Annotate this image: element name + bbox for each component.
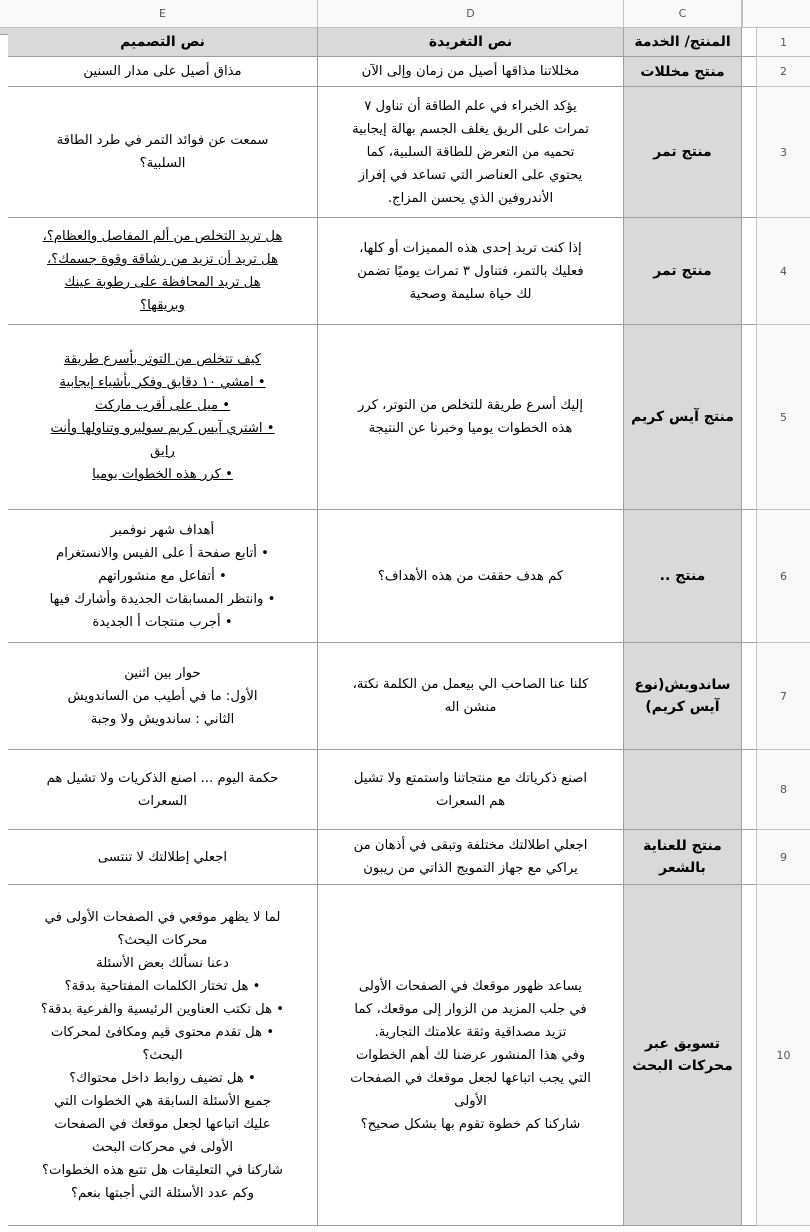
gutter [742,830,756,885]
cell-tweet[interactable] [318,57,624,87]
column-letter: E [159,7,166,20]
cell-text: حوار بين اثنين الأول: ما في أطيب من الساندويش الثاني : ساندويش ولا وجبة [67,665,258,727]
cell-text: ساندويش(نوع آيس كريم) [634,677,731,715]
row-number[interactable] [756,643,810,750]
column-header-e[interactable] [8,0,318,28]
cell-text: كلنا عنا الصاحب الي بيعمل من الكلمة نكتة، منشن اله [352,677,589,715]
cell-design[interactable] [8,510,318,643]
cell-text: يساعد ظهور موقعك في الصفحات الأولى في جلب المزيد من الزوار إلى موقعك، كما تزيد مصداقية وثقة علامتك التجارية. وفي هذا المنشور عرضنا لك أهم الخطوات التي يجب اتباعها لجعل موقعك في الصفحات الأولى شاركنا كم خطوة تقوم بها بشكل صحيح؟ [350,978,591,1132]
cell-product[interactable] [624,643,742,750]
cell-header-tweet[interactable] [318,28,624,57]
row-number-text: 8 [780,783,787,796]
gutter [742,57,756,87]
cell-product[interactable] [624,218,742,325]
cell-text: مخللاتنا مذاقها أصيل من زمان وإلى الآن [361,64,580,79]
cell-text: كيف تتخلص من التوتر بأسرع طريقة • امشي ١٠ دقايق وفكر بأشياء إيجابية • ميل على أقرب ماركت • اشتري آيس كريم سوليرو وتناولها وأنت رايق • كرر هذه الخطوات يوميا [50,352,275,482]
cell-text: تسويق عبر محركات البحث [632,1036,733,1074]
cell-text: حكمة اليوم ... اصنع الذكريات ولا تشيل هم السعرات [46,770,279,809]
cell-tweet[interactable] [318,87,624,218]
row-number[interactable] [756,750,810,830]
cell-text: منتج آيس كريم [631,409,734,425]
cell-text: لما لا يظهر موقعي في الصفحات الأولى في محركات البحث؟ دعنا نسألك بعض الأسئلة • هل تختار الكلمات المفتاحية بدقة؟ • هل تكتب العناوين الرئيسية والفرعية بدقة؟ • هل تقدم محتوى قيم ومكافئ لمحركات البحث؟ • هل تضيف روابط داخل محتواك؟ جميع الأسئلة السابقة هي الخطوات التي عليك اتباعها لجعل موقعك في الصفحات الأولى في محركات البحث شاركنا في التعليقات هل تتبع هذه الخطوات؟ وكم عدد الأسئلة التي أجبتها بنعم؟ [40,909,285,1201]
row-number[interactable] [756,325,810,510]
cell-product[interactable] [624,885,742,1226]
gutter [742,87,756,218]
cell-text: إذا كنت تريد إحدى هذه المميزات أو كلها، فعليك بالتمر، فتناول ٣ تمرات يوميًا تضمن لك حياة سليمة وصحية [357,240,584,302]
cell-text: نص التصميم [120,33,205,50]
cell-text: هل تريد التخلص من ألم المفاصل والعظام؟، هل تريد أن تزيد من رشاقة وقوة جسمك؟، هل تريد المحافظة على رطوبة عينك وبريقها؟ [42,229,283,313]
cell-design[interactable] [8,87,318,218]
column-header-d[interactable] [318,0,624,28]
table-row [0,87,810,218]
cell-text: سمعت عن فوائد التمر في طرد الطاقة السلبية؟ [56,133,269,171]
cell-text: مذاق أصيل على مدار السنين [83,64,242,79]
table-row [0,218,810,325]
gutter [742,218,756,325]
row-number-text: 1 [780,35,787,49]
row-number[interactable] [756,218,810,325]
cell-text: منتج مخللات [640,63,725,80]
cell-tweet[interactable] [318,510,624,643]
table-row [0,830,810,885]
row-number-text: 7 [780,689,787,703]
gutter [742,325,756,510]
table-row [0,510,810,643]
gutter [742,750,756,830]
row-number-text: 3 [780,145,787,159]
cell-text: يؤكد الخبراء في علم الطاقة أن تناول ٧ تمرات على الريق يغلف الجسم بهالة إيجابية تحميه من التعرض للطاقة السلبية، كما يحتوي على العناصر التي تساعد في إفراز الأندروفين الذي يحسن المزاج. [352,98,589,206]
cell-design[interactable] [8,643,318,750]
row-number-text: 10 [776,1048,791,1062]
cell-product[interactable] [624,325,742,510]
select-all-corner[interactable] [742,0,810,28]
row-number-text: 4 [780,264,787,278]
column-letter: D [466,7,475,20]
table-row [0,325,810,510]
cell-tweet[interactable] [318,885,624,1226]
cell-text: منتج .. [659,568,706,584]
cell-header-design[interactable] [8,28,318,57]
cell-text: منتج تمر [653,144,712,160]
row-number[interactable] [756,885,810,1226]
cell-text: اجعلي اطلالتك مختلفة وتبقى في أذهان من يراكي مع جهاز التمويج الذاتي من ريبون [353,838,588,876]
row-number[interactable] [756,28,810,57]
row-number[interactable] [756,510,810,643]
table-row [0,885,810,1226]
cell-design[interactable] [8,830,318,885]
cell-design[interactable] [8,57,318,87]
row-number[interactable] [756,57,810,87]
cell-design[interactable] [8,750,318,830]
column-header-c[interactable] [624,0,742,28]
cell-text: اصنع ذكرياتك مع منتجاتنا واستمتع ولا تشيل هم السعرات [353,770,588,809]
cell-tweet[interactable] [318,218,624,325]
row-number[interactable] [756,87,810,218]
cell-tweet[interactable] [318,830,624,885]
gutter [742,510,756,643]
row-number-text: 5 [780,410,787,424]
table-row [0,57,810,87]
cell-text: أهداف شهر نوفمبر • أتابع صفحة أ على الفيس والانستغرام • أتفاعل مع منشوراتهم • وانتظر المسابقات الجديدة وأشارك فيها • أجرب منتجات أ الجديدة [49,522,276,630]
cell-design[interactable] [8,885,318,1226]
gutter [742,643,756,750]
header-strip-left [0,0,8,28]
column-letter: C [678,7,687,20]
gutter [742,885,756,1226]
row-number-text: 2 [780,65,787,78]
cell-text: إليك أسرع طريقة للتخلص من التوتر، كرر هذه الخطوات يوميا وخبرنا عن النتيجة [357,398,584,436]
row-number[interactable] [756,830,810,885]
cell-product[interactable] [624,830,742,885]
cell-tweet[interactable] [318,750,624,830]
cell-product[interactable] [624,57,742,87]
cell-tweet[interactable] [318,325,624,510]
table-row [0,28,810,57]
cell-design[interactable] [8,218,318,325]
row-number-text: 9 [780,850,787,864]
cell-product[interactable] [624,510,742,643]
cell-text: كم هدف حققت من هذه الأهداف؟ [377,568,564,584]
table-row [0,750,810,830]
cell-text: اجعلي إطلالتك لا تنتسى [97,849,228,865]
cell-product[interactable] [624,750,742,830]
gutter [742,28,756,57]
cell-text: المنتج/ الخدمة [634,34,731,50]
cell-tweet[interactable] [318,643,624,750]
cell-design[interactable] [8,325,318,510]
cell-text: نص التغريدة [428,33,513,50]
table-row [0,643,810,750]
cell-text: منتج للعناية بالشعر [643,838,722,876]
row-number-text: 6 [780,569,787,583]
cell-text: منتج تمر [653,263,712,279]
cell-product[interactable] [624,87,742,218]
cell-header-product[interactable] [624,28,742,57]
